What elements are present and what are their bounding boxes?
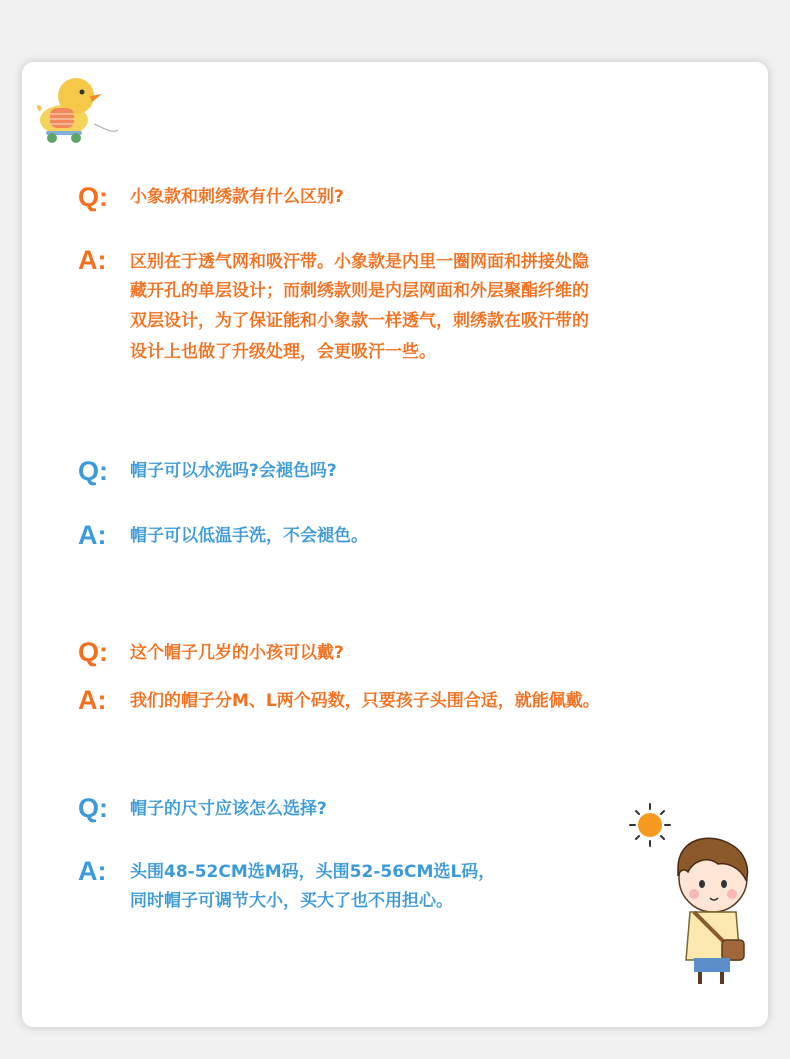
question-text: 小象款和刺绣款有什么区别? xyxy=(130,187,344,207)
answer-line: 我们的帽子分M、L两个码数，只要孩子头围合适，就能佩戴。 xyxy=(130,691,600,711)
answer-line: 双层设计，为了保证能和小象款一样透气，刺绣款在吸汗带的 xyxy=(130,311,589,331)
answer-mark-label: A: xyxy=(78,520,107,550)
boy-with-sun-illustration xyxy=(618,798,758,988)
answer-mark-label: A: xyxy=(78,685,107,715)
answer-line: 设计上也做了升级处理，会更吸汗一些。 xyxy=(130,342,436,362)
question-text: 帽子的尺寸应该怎么选择? xyxy=(130,799,327,819)
answer-line: 区别在于透气网和吸汗带。小象款是内里一圈网面和拼接处隐 xyxy=(130,252,589,272)
question-text: 帽子可以水洗吗?会褪色吗? xyxy=(130,461,337,481)
answer-line: 头围48-52CM选M码，头围52-56CM选L码， xyxy=(130,862,496,882)
answer-mark-label: A: xyxy=(78,245,107,275)
duck-toy-icon xyxy=(32,68,124,148)
question-mark-label: Q: xyxy=(78,456,108,486)
answer-line: 同时帽子可调节大小，买大了也不用担心。 xyxy=(130,891,453,911)
question-mark-label: Q: xyxy=(78,793,108,823)
sun-icon xyxy=(630,804,670,846)
answer-mark-label: A: xyxy=(78,856,107,886)
answer-line: 帽子可以低温手洗，不会褪色。 xyxy=(130,526,368,546)
answer-line: 藏开孔的单层设计；而刺绣款则是内层网面和外层聚酯纤维的 xyxy=(130,281,589,301)
question-text: 这个帽子几岁的小孩可以戴? xyxy=(130,643,344,663)
question-mark-label: Q: xyxy=(78,182,108,212)
question-mark-label: Q: xyxy=(78,637,108,667)
